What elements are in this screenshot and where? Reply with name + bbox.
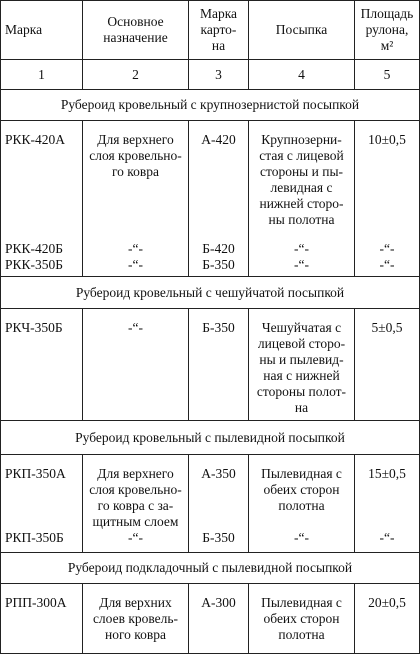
purpose-cell: Для верхнего слоя кровельно- го ковра [83,121,189,241]
col-number: 3 [189,60,249,90]
topping-cell: Чешуйчатая с лицевой сторо- ны и пылевид- ная с нижней стороны полот- на [249,309,355,421]
topping-cell: Крупнозерни- стая с лицевой стороны и пы- левидная с нижней сторо- ны полотна [249,121,355,241]
col-number: 1 [1,60,83,90]
mark-cell: РКП-350Б [1,530,83,552]
table-row [1,121,420,241]
topping-cell: -“- [249,241,355,257]
topping-cell: Пылевидная с обеих сторон полотна [249,583,355,653]
header-mark: Марка [1,1,83,60]
topping-cell: -“- [249,530,355,552]
header-area: Площадь рулона, м² [355,1,420,60]
topping-cell: Пылевидная с обеих сторон полотна [249,455,355,531]
area-cell: -“- [355,257,420,277]
purpose-cell: -“- [83,257,189,277]
table-row [1,583,420,653]
purpose-cell: -“- [83,530,189,552]
carton-cell: Б-350 [189,309,249,421]
mark-cell: РКЧ-350Б [1,309,83,421]
topping-cell: -“- [249,257,355,277]
section-heading: Рубероид кровельный с пылевидной посыпкой [1,421,420,455]
area-cell: 10±0,5 [355,121,420,241]
col-number: 5 [355,60,420,90]
section-heading: Рубероид подкладочный с пылевидной посыпкой [1,552,420,583]
mark-cell: РПП-300А [1,583,83,653]
carton-cell: А-300 [189,583,249,653]
table-row [1,241,420,257]
area-cell: -“- [355,241,420,257]
header-row [1,1,420,60]
area-cell: -“- [355,530,420,552]
purpose-cell: -“- [83,309,189,421]
mark-cell: РКК-350Б [1,257,83,277]
purpose-cell: Для верхних слоев кровель- ного ковра [83,583,189,653]
table-row [1,309,420,421]
carton-cell: А-350 [189,455,249,531]
area-cell: 15±0,5 [355,455,420,531]
mark-cell: РКП-350А [1,455,83,531]
mark-cell: РКК-420Б [1,241,83,257]
table-row [1,455,420,531]
area-cell: 5±0,5 [355,309,420,421]
mark-cell: РКК-420А [1,121,83,241]
col-number: 2 [83,60,189,90]
carton-cell: А-420 [189,121,249,241]
section-heading: Рубероид кровельный с крупнозернистой посыпкой [1,90,420,121]
area-cell: 20±0,5 [355,583,420,653]
carton-cell: Б-350 [189,530,249,552]
section-heading: Рубероид кровельный с чешуйчатой посыпкой [1,277,420,309]
header-topping: Посыпка [249,1,355,60]
table-row [1,257,420,277]
column-number-row [1,60,420,90]
purpose-cell: -“- [83,241,189,257]
purpose-cell: Для верхнего слоя кровельно- го ковра с за- щитным слоем [83,455,189,531]
col-number: 4 [249,60,355,90]
header-purpose: Основное назначение [83,1,189,60]
carton-cell: Б-350 [189,257,249,277]
table-row [1,530,420,552]
header-carton-mark: Марка карто- на [189,1,249,60]
carton-cell: Б-420 [189,241,249,257]
